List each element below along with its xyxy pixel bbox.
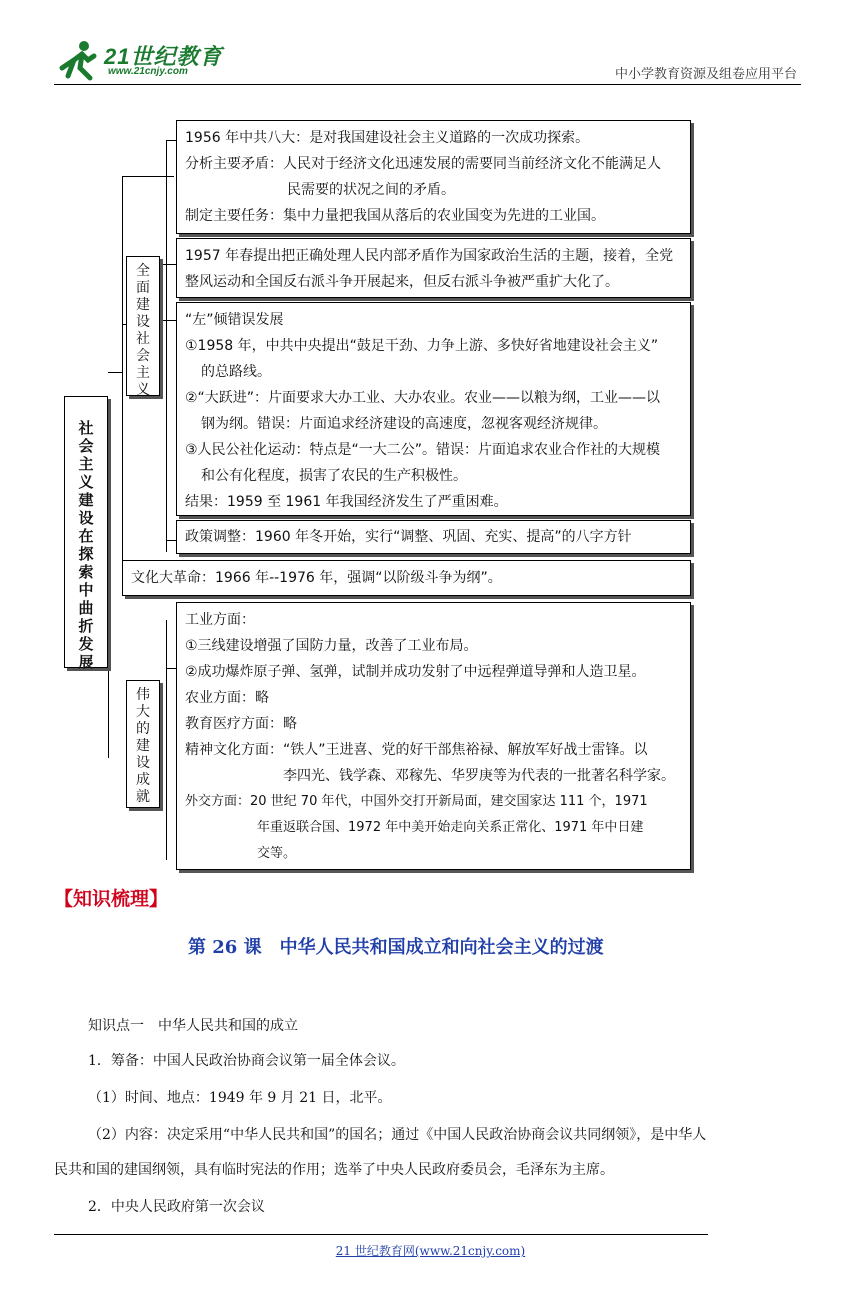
logo-main-text: 21世纪教育 [104, 44, 223, 69]
para-first-session: 2．中央人民政府第一次会议 [88, 1199, 265, 1215]
box2-line-1: 1957 年春提出把正确处理人民内部矛盾作为国家政治生活的主题，接着，全党 [185, 248, 674, 264]
box-achievements [176, 602, 691, 870]
connector-b1-box4 [166, 540, 176, 541]
box3-line-6: ③人民公社化运动：特点是“一大二公”。错误：片面追求农业合作社的大规模 [185, 442, 661, 458]
logo [54, 36, 244, 84]
box6-line-1: 工业方面： [185, 612, 255, 628]
connector-branch1-vertical [166, 140, 167, 552]
box3-line-8: 结果：1959 至 1961 年我国经济发生了严重困难。 [185, 494, 508, 510]
box6-line-7: 李四光、钱学森、邓稼先、华罗庚等为代表的一批著名科学家。 [283, 768, 675, 784]
connector-lower-vertical [108, 668, 109, 758]
root-topic-label: 社会主义建设在探索中曲折发展 [78, 419, 94, 671]
box6-line-4: 农业方面：略 [185, 690, 269, 706]
footer-divider [54, 1234, 708, 1235]
connector-b2-vertical [166, 620, 167, 860]
box6-line-2: ①三线建设增强了国防力量，改善了工业布局。 [185, 638, 478, 654]
para-preparation: 1．筹备：中国人民政治协商会议第一届全体会议。 [88, 1053, 405, 1069]
header-platform-text: 中小学教育资源及组卷应用平台 [614, 67, 797, 82]
box6-line-5: 教育医疗方面：略 [185, 716, 297, 732]
logo-sub-text: www.21cnjy.com [108, 66, 188, 77]
box3-line-3: 的总路线。 [201, 364, 271, 380]
root-topic-box [64, 396, 108, 671]
branch-full-construction-label: 全面建设社会主义 [136, 263, 150, 398]
box6-line-3: ②成功爆炸原子弹、氢弹，试制并成功发射了中远程弹道导弹和人造卫星。 [185, 664, 646, 680]
box6-line-8: 外交方面：20 世纪 70 年代，中国外交打开新局面，建交国家达 111 个，1971 [185, 794, 648, 809]
header-divider [54, 84, 801, 85]
connector-b1-box1 [166, 140, 176, 141]
lesson-title: 第 26 课 中华人民共和国成立和向社会主义的过渡 [188, 937, 604, 958]
box6-line-6: 精神文化方面：“铁人”王进喜、党的好干部焦裕禄、解放军好战士雷锋。以 [185, 742, 648, 758]
connector-b2-box6 [166, 668, 176, 669]
para-content-1: （2）内容：决定采用“中华人民共和国”的国名；通过《中国人民政治协商会议共同纲领》，是中华人 [88, 1127, 707, 1143]
box-left-errors [176, 302, 691, 516]
box3-line-4: ②“大跃进”：片面要求大办工业、大办农业。农业——以粮为纲，工业——以 [185, 390, 661, 406]
box-policy-adjustment [176, 520, 691, 554]
box6-line-9: 年重返联合国、1972 年中美开始走向关系正常化、1971 年中日建 [257, 820, 644, 835]
box3-line-1: “左”倾错误发展 [185, 312, 284, 328]
box5-line: 文化大革命：1966 年--1976 年，强调“以阶级斗争为纲”。 [131, 570, 502, 586]
box3-line-2: ①1958 年，中共中央提出“鼓足干劲、力争上游、多快好省地建设社会主义” [185, 338, 659, 354]
connector-b1-box3 [162, 320, 176, 321]
box3-line-7: 和公有化程度，损害了农民的生产积极性。 [201, 468, 467, 484]
para-content-2: 民共和国的建国纲领，具有临时宪法的作用；选举了中央人民政府委员会，毛泽东为主席。 [54, 1162, 614, 1178]
box-cultural-revolution [122, 560, 691, 596]
connector-root-h [108, 372, 122, 373]
box1-line-1: 1956 年中共八大：是对我国建设社会主义道路的一次成功探索。 [185, 130, 590, 146]
para-time-place: （1）时间、地点：1949 年 9 月 21 日，北平。 [88, 1090, 392, 1106]
runner-logo-icon [54, 38, 100, 84]
connector-b1-box2 [162, 264, 176, 265]
box3-line-5: 钢为纲。错误：片面追求经济建设的高速度，忽视客观经济规律。 [201, 416, 607, 432]
box1-line-4: 制定主要任务：集中力量把我国从落后的农业国变为先进的工业国。 [185, 208, 605, 224]
branch-full-construction-box [126, 256, 160, 396]
connector-main-vertical [122, 176, 123, 576]
box1-line-3: 民需要的状况之间的矛盾。 [287, 182, 455, 198]
branch-achievements-box [126, 680, 160, 808]
box4-line: 政策调整：1960 年冬开始，实行“调整、巩固、充实、提高”的八字方针 [185, 529, 632, 545]
box2-line-2: 整风运动和全国反右派斗争开展起来，但反右派斗争被严重扩大化了。 [185, 274, 619, 290]
knowledge-point-heading: 知识点一 中华人民共和国的成立 [88, 1018, 298, 1034]
box6-line-10: 交等。 [257, 846, 297, 861]
box-rectification-movement [176, 238, 691, 298]
branch-achievements-label: 伟大的建设成就 [136, 687, 150, 805]
box-eighth-congress [176, 120, 691, 234]
box1-line-2: 分析主要矛盾：人民对于经济文化迅速发展的需要同当前经济文化不能满足人 [185, 156, 661, 172]
footer-link[interactable]: 21 世纪教育网(www.21cnjy.com) [335, 1244, 526, 1258]
knowledge-tag: 【知识梳理】 [54, 888, 169, 910]
